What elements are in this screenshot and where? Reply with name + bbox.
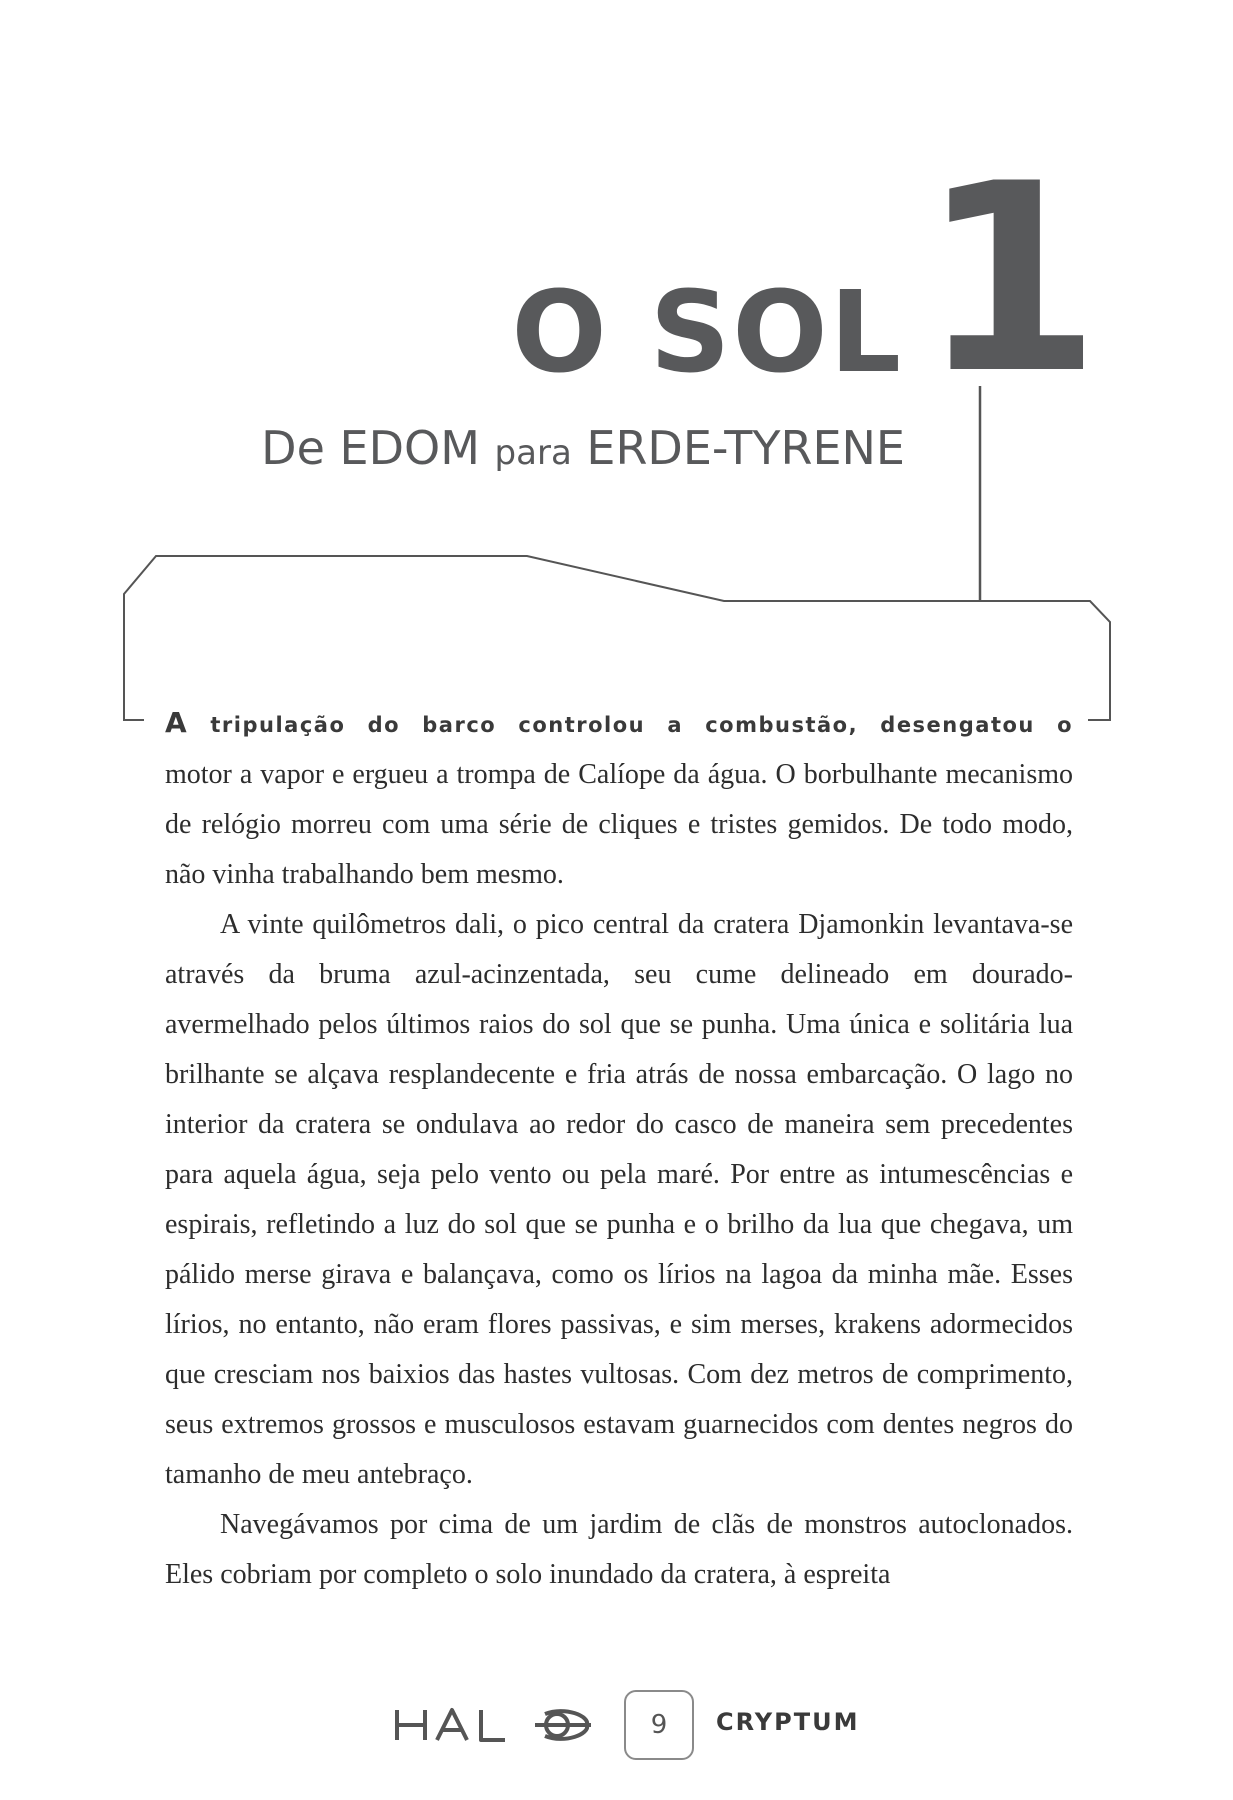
halo-logo-icon: [395, 1700, 595, 1750]
subtitle-de: De: [261, 421, 325, 475]
lead-in: [165, 706, 1074, 739]
subtitle-para: para: [494, 433, 572, 473]
paragraph-3: Navegávamos por cima de um jardim de clãs de monstros autoclonados. Eles cobriam por completo o solo inundado da cratera, à espreita: [165, 1509, 1073, 1590]
chapter-body: [165, 698, 1073, 1600]
lead-rest: tripulação do barco controlou a combustão, desengatou o: [210, 713, 1074, 737]
paragraph-2: A vinte quilômetros dali, o pico central da cratera Djamonkin levantava-se através da bruma azul-acinzentada, seu cume delineado em dourado-avermelhado pelos últimos raios do sol que se punha. Uma única e solitária lua brilhante se alçava resplandecente e fria atrás de nossa embarcação. O lago no interior da cratera se ondulava ao redor do casco de maneira sem precedentes para aquela água, seja pelo vento ou pela maré. Por entre as intumescências e espirais, refletindo a luz do sol que se punha e o brilho da lua que chegava, um pálido merse girava e balançava, como os lírios na lagoa da minha mãe. Esses lírios, no entanto, não eram flores passivas, e sim merses, krakens adormecidos que cresciam nos baixios das hastes vultosas. Com dez metros de comprimento, seus extremos grossos e musculosos estavam guarnecidos com dentes negros do tamanho de meu antebraço.: [165, 909, 1073, 1490]
chapter-frame-ornament: [0, 0, 1233, 800]
lead-cap: A: [165, 706, 189, 739]
subtitle-edom: EDOM: [339, 421, 480, 475]
paragraph-1-text: motor a vapor e ergueu a trompa de Calíope da água. O borbulhante mecanismo de relógio morreu com uma série de cliques e tristes gemidos. De todo modo, não vinha trabalhando bem mesmo.: [165, 759, 1073, 890]
book-title: CRYPTUM: [716, 1708, 860, 1736]
frame-outline: [124, 556, 1110, 720]
subtitle-destination: ERDE-TYRENE: [586, 421, 905, 475]
chapter-title: O SOL: [511, 268, 903, 398]
paragraph-1: [165, 698, 1073, 900]
page-number: 9: [624, 1690, 694, 1760]
page-footer: [0, 1690, 1233, 1770]
chapter-number: 1: [920, 129, 1091, 431]
